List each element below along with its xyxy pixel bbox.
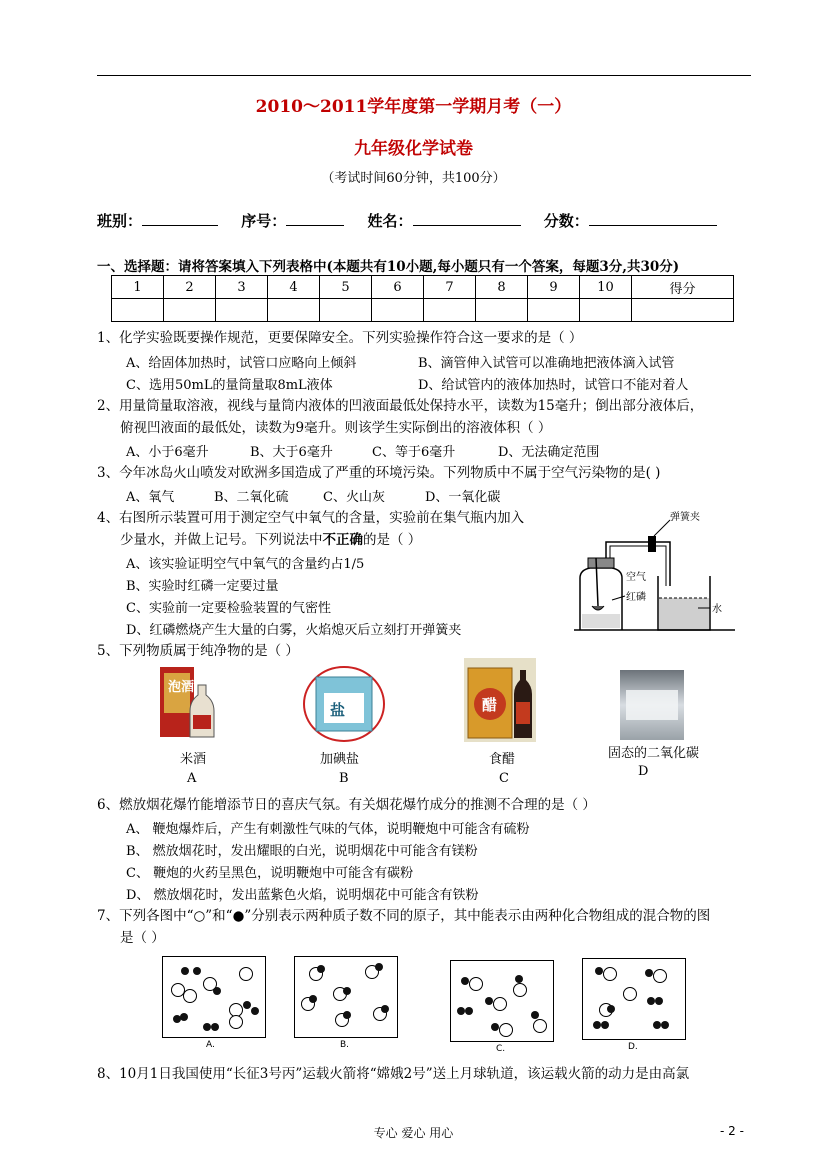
answer-cell[interactable] (424, 299, 476, 322)
vinegar-label: 醋 (482, 696, 498, 714)
black-atom (381, 1005, 389, 1013)
black-atom (181, 967, 189, 975)
q1-option-b: B、滴管伸入试管可以准确地把液体滴入试管 (418, 356, 675, 371)
white-atom (493, 997, 507, 1011)
answer-col-header: 7 (424, 276, 476, 299)
score-col-header: 得分 (632, 276, 734, 299)
black-atom (461, 977, 469, 985)
answer-table-input-row (112, 299, 734, 322)
name-label: 姓名： (367, 212, 413, 230)
answer-cell[interactable] (320, 299, 372, 322)
black-atom (593, 1021, 601, 1029)
q3-option-a: A、氧气 (126, 490, 175, 505)
rice-wine-image (160, 665, 216, 739)
white-atom (229, 1015, 243, 1029)
black-atom (317, 965, 325, 973)
page-number: - 2 - (720, 1124, 744, 1138)
answer-cell[interactable] (528, 299, 580, 322)
q5-stem: 5、下列物质属于纯净物的是（ ） (97, 643, 299, 659)
white-atom (469, 977, 483, 991)
section-heading: 一、选择题：请将答案填入下列表格中(本题共有10小题,每小题只有一个答案，每题3分,共30分) (97, 259, 680, 275)
exam-title: 2010～2011学年度第一学期月考（一） (255, 97, 572, 117)
black-atom (607, 1005, 615, 1013)
white-atom (239, 967, 253, 981)
white-atom (499, 1023, 513, 1037)
answer-table-header-row (112, 276, 734, 299)
black-atom (465, 1007, 473, 1015)
answer-col-header: 10 (580, 276, 632, 299)
q4-option-a: A、该实验证明空气中氧气的含量约占1/5 (126, 557, 365, 572)
class-field[interactable] (142, 211, 218, 226)
q4-stem-line2-part1: 少量水，并做上记号。下列说法中 (120, 532, 323, 548)
answer-col-header: 5 (320, 276, 372, 299)
black-atom (485, 997, 493, 1005)
class-label: 班别： (97, 212, 143, 230)
q4-stem-line2 (120, 529, 421, 551)
q2-option-a: A、小于6毫升 (126, 445, 209, 460)
gas-bottle (580, 558, 622, 630)
white-atom (603, 967, 617, 981)
q3-stem: 3、今年冰岛火山喷发对欧洲多国造成了严重的环境污染。下列物质中不属于空气污染物的是( ) (97, 465, 661, 481)
dry-ice-image (620, 670, 684, 740)
q4-option-b: B、实验时红磷一定要过量 (126, 579, 279, 594)
top-rule (97, 75, 751, 76)
white-atom (533, 1019, 547, 1033)
answer-col-header: 1 (112, 276, 164, 299)
q4-option-c: C、实验前一定要检验装置的气密性 (126, 601, 331, 616)
q6-option-d: D、 燃放烟花时，发出蓝紫色火焰，说明烟花中可能含有铁粉 (126, 888, 479, 903)
salt-bag-label: 盐 (330, 701, 346, 719)
black-atom (601, 1021, 609, 1029)
q2-option-b: B、大于6毫升 (250, 445, 333, 460)
q7-stem-line2: 是（ ） (120, 930, 165, 946)
q5-item-a-letter: A (187, 771, 197, 786)
black-atom (515, 975, 523, 983)
black-atom (193, 967, 201, 975)
q2-stem-line2: 俯视凹液面的最低处，读数为9毫升。则该学生实际倒出的溶液体积（ ） (120, 420, 552, 436)
q4-stem-line2-part3: 的是（ ） (363, 532, 422, 548)
q7-caption-d: D. (628, 1042, 638, 1052)
oxygen-apparatus-figure (570, 506, 740, 636)
q3-option-c: C、火山灰 (323, 490, 385, 505)
q7-caption-b: B. (340, 1040, 350, 1050)
answer-cell[interactable] (372, 299, 424, 322)
student-info-fields (97, 210, 735, 231)
black-atom (243, 1001, 251, 1009)
white-atom (183, 989, 197, 1003)
black-atom (309, 995, 317, 1003)
q4-option-d: D、红磷燃烧产生大量的白雾，火焰熄灭后立刻打开弹簧夹 (126, 623, 462, 638)
white-atom (513, 983, 527, 997)
black-atom (203, 1023, 211, 1031)
q6-option-c: C、 鞭炮的火药呈黑色，说明鞭炮中可能含有碳粉 (126, 866, 414, 881)
particle-box-c (450, 960, 554, 1042)
seat-label: 序号： (241, 212, 287, 230)
black-atom (531, 1011, 539, 1019)
q2-stem-line1: 2、用量筒量取溶液，视线与量筒内液体的凹液面最低处保持水平，读数为15毫升；倒出部分液体后， (97, 398, 704, 414)
q5-item-d-name: 固态的二氧化碳 (608, 746, 700, 761)
black-atom (457, 1007, 465, 1015)
answer-col-header: 2 (164, 276, 216, 299)
q7-caption-a: A. (206, 1040, 215, 1050)
q4-emphasis: 不正确 (322, 532, 363, 548)
black-atom (375, 963, 383, 971)
name-field[interactable] (413, 211, 521, 226)
answer-col-header: 8 (476, 276, 528, 299)
wine-box-label: 泡酒 (168, 680, 195, 695)
particle-box-b (294, 956, 398, 1038)
score-cell[interactable] (632, 299, 734, 322)
black-atom (491, 1023, 499, 1031)
answer-cell[interactable] (216, 299, 268, 322)
score-label: 分数： (543, 212, 589, 230)
answer-cell[interactable] (476, 299, 528, 322)
q5-item-b-letter: B (339, 771, 349, 786)
seat-field[interactable] (286, 211, 344, 226)
q1-stem: 1、化学实验既要操作规范，更要保障安全。下列实验操作符合这一要求的是（ ） (97, 330, 583, 346)
particle-box-d (582, 958, 686, 1040)
air-label: 空气 (626, 572, 646, 583)
q6-stem: 6、燃放烟花爆竹能增添节日的喜庆气氛。有关烟花爆竹成分的推测不合理的是（ ） (97, 797, 596, 813)
black-atom (251, 1007, 259, 1015)
q3-option-b: B、二氧化硫 (214, 490, 289, 505)
black-atom (655, 997, 663, 1005)
q4-stem-line1: 4、右图所示装置可用于测定空气中氧气的含量，实验前在集气瓶内加入 (97, 510, 525, 526)
answer-col-header: 6 (372, 276, 424, 299)
q1-option-a: A、给固体加热时，试管口应略向上倾斜 (126, 356, 357, 371)
black-atom (647, 997, 655, 1005)
black-atom (180, 1013, 188, 1021)
answer-table (111, 275, 734, 322)
vinegar-image (464, 658, 536, 742)
answer-col-header: 9 (528, 276, 580, 299)
q2-option-c: C、等于6毫升 (372, 445, 456, 460)
white-atom (653, 969, 667, 983)
q5-item-c-name: 食醋 (489, 752, 516, 767)
water-label: 水 (712, 604, 722, 615)
q1-option-d: D、给试管内的液体加热时，试管口不能对着人 (418, 378, 689, 393)
answer-cell[interactable] (268, 299, 320, 322)
answer-cell[interactable] (112, 299, 164, 322)
q5-item-b-name: 加碘盐 (320, 752, 360, 767)
q7-stem-line1: 7、下列各图中“○”和“●”分别表示两种质子数不同的原子，其中能表示由两种化合物组成的混合物的图 (97, 908, 711, 924)
score-field[interactable] (589, 211, 717, 226)
clamp-label: 弹簧夹 (670, 512, 700, 523)
spring-clamp (648, 536, 656, 552)
q5-item-d-letter: D (638, 764, 649, 779)
q6-option-b: B、 燃放烟花时，发出耀眼的白光，说明烟花中可能含有镁粉 (126, 844, 478, 859)
phosphorus-label: 红磷 (626, 592, 646, 603)
q1-option-c: C、选用50mL的量筒量取8mL液体 (126, 378, 333, 393)
white-atom (623, 987, 637, 1001)
q6-option-a: A、 鞭炮爆炸后，产生有刺激性气味的气体，说明鞭炮中可能含有硫粉 (126, 822, 530, 837)
footer-motto: 专心 爱心 用心 (373, 1126, 454, 1140)
q7-caption-c: C. (496, 1044, 506, 1054)
q8-stem-line1: 8、10月1日我国使用“长征3号丙”运载火箭将“嫦娥2号”送上月球轨道，该运载火箭的动力是由高氯 (97, 1066, 690, 1082)
answer-cell[interactable] (164, 299, 216, 322)
iodized-salt-image (302, 665, 386, 743)
black-atom (653, 1021, 661, 1029)
phosphorus-pointer (612, 596, 625, 600)
answer-cell[interactable] (580, 299, 632, 322)
black-atom (343, 987, 351, 995)
black-atom (213, 987, 221, 995)
black-atom (343, 1011, 351, 1019)
q5-item-a-name: 米酒 (180, 752, 207, 767)
black-atom (595, 967, 603, 975)
answer-col-header: 3 (216, 276, 268, 299)
particle-box-a (162, 956, 266, 1038)
black-atom (211, 1023, 219, 1031)
q5-item-c-letter: C (499, 771, 509, 786)
clamp-pointer (654, 520, 670, 536)
exam-subtitle: 九年级化学试卷 (354, 139, 473, 159)
q3-option-d: D、一氧化碳 (425, 490, 501, 505)
black-atom (645, 969, 653, 977)
q2-option-d: D、无法确定范围 (498, 445, 600, 460)
answer-col-header: 4 (268, 276, 320, 299)
black-atom (661, 1021, 669, 1029)
exam-note: （考试时间60分钟，共100分） (321, 171, 506, 186)
